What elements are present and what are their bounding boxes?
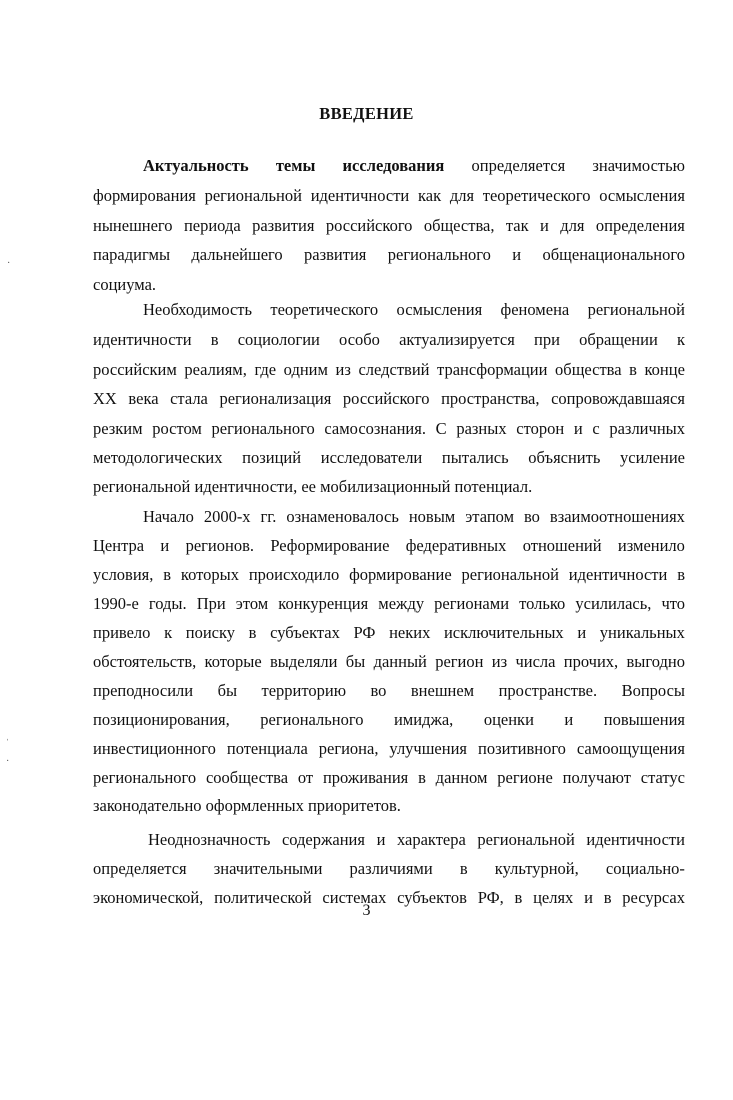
- word: объяснить: [528, 448, 601, 467]
- word: как: [417, 186, 442, 205]
- text-line: [93, 419, 685, 441]
- word: регионов.: [185, 536, 254, 555]
- word: регионами: [434, 594, 510, 613]
- word: в: [418, 768, 426, 787]
- word: Вопросы: [621, 681, 685, 700]
- word: в: [248, 623, 257, 642]
- word: идентичности: [310, 186, 410, 205]
- word: конце: [644, 360, 685, 379]
- word: регионализация: [219, 389, 332, 408]
- word: потенциала: [226, 739, 308, 758]
- word: феномена: [500, 300, 570, 319]
- word: условия,: [93, 565, 154, 584]
- word: территорию: [261, 681, 347, 700]
- word: значительными: [213, 859, 323, 878]
- text-line: региональной идентичности, ее мобилизационный потенциал.: [93, 477, 533, 496]
- bold-word: темы: [275, 156, 316, 175]
- word: конкуренция: [278, 594, 369, 613]
- text-line: [93, 448, 685, 470]
- text-line: [143, 507, 685, 529]
- word: обстоятельств,: [93, 652, 197, 671]
- text-line: [143, 300, 685, 322]
- word: резким: [93, 419, 143, 438]
- word: Необходимость: [143, 300, 253, 319]
- word: федеративных: [405, 536, 507, 555]
- word: субъектах: [270, 623, 340, 642]
- word: регионе: [497, 768, 553, 787]
- word: из: [491, 652, 508, 671]
- word: общества: [555, 360, 622, 379]
- word: годы.: [148, 594, 187, 613]
- text-line: [93, 768, 685, 790]
- word: и: [584, 888, 593, 907]
- word: Центра: [93, 536, 145, 555]
- word: выгодно: [626, 652, 685, 671]
- word: получают: [562, 768, 631, 787]
- word: Реформирование: [270, 536, 390, 555]
- text-line: [93, 652, 685, 674]
- word: при: [533, 330, 560, 349]
- word: века: [128, 389, 159, 408]
- text-line: [93, 594, 685, 616]
- word: трансформации: [437, 360, 548, 379]
- bold-word: Актуальность: [143, 156, 249, 175]
- word: во: [524, 507, 540, 526]
- word: сопровождавшаяся: [551, 389, 685, 408]
- word: парадигмы: [93, 245, 171, 264]
- text-line: [93, 330, 685, 352]
- word: региональной: [461, 565, 559, 584]
- word: для: [560, 216, 585, 235]
- word: самоощущения: [576, 739, 685, 758]
- word: с: [592, 419, 600, 438]
- word: и: [376, 830, 386, 849]
- word: теоретического: [482, 186, 591, 205]
- word: этапом: [465, 507, 515, 526]
- word: российским: [93, 360, 177, 379]
- word: в: [603, 888, 612, 907]
- word: определения: [595, 216, 685, 235]
- word: между: [378, 594, 425, 613]
- word: улучшения: [389, 739, 468, 758]
- word: в: [210, 330, 219, 349]
- word: сообщества: [205, 768, 289, 787]
- word: уникальных: [599, 623, 685, 642]
- word: культурной,: [494, 859, 579, 878]
- word: дальнейшего: [191, 245, 283, 264]
- word: в: [459, 859, 468, 878]
- word: гг.: [260, 507, 277, 526]
- word: позиционирования,: [93, 710, 230, 729]
- word: в: [514, 888, 523, 907]
- word: стала: [170, 389, 208, 408]
- word: позитивного: [477, 739, 566, 758]
- word: сторон: [516, 419, 565, 438]
- text-line: [148, 830, 685, 852]
- word: этом: [235, 594, 269, 613]
- word: поиску: [185, 623, 236, 642]
- word: пространства,: [441, 389, 540, 408]
- word: от: [297, 768, 314, 787]
- word: в: [163, 565, 172, 584]
- word: данном: [435, 768, 488, 787]
- word: отношений: [522, 536, 602, 555]
- word: неких: [389, 623, 431, 642]
- word: регионального: [93, 768, 197, 787]
- word: пытались: [441, 448, 509, 467]
- word: внешнем: [410, 681, 475, 700]
- word: теоретического: [270, 300, 379, 319]
- word: идентичности: [93, 330, 192, 349]
- word: так: [505, 216, 529, 235]
- text-line: [143, 156, 685, 178]
- word: исключительных: [443, 623, 564, 642]
- word: общенационального: [542, 245, 685, 264]
- word: которых: [180, 565, 239, 584]
- word: XX: [93, 389, 117, 408]
- word: 2000-х: [203, 507, 251, 526]
- text-line: социума.: [93, 275, 157, 294]
- word: и: [160, 536, 170, 555]
- word: разных: [456, 419, 507, 438]
- page-title: ВВЕДЕНИЕ: [319, 104, 414, 123]
- word: оценки: [483, 710, 534, 729]
- word: региональной: [204, 186, 302, 205]
- text-line: [93, 186, 685, 208]
- word: целях: [533, 888, 574, 907]
- word: осмысления: [599, 186, 685, 205]
- word: только: [519, 594, 566, 613]
- word: российского: [342, 389, 430, 408]
- word: привело: [93, 623, 151, 642]
- text-line: [93, 859, 685, 881]
- word: числа: [515, 652, 556, 671]
- word: бы: [217, 681, 238, 700]
- word: содержания: [281, 830, 365, 849]
- word: экономической,: [93, 888, 204, 907]
- text-line: законодательно оформленных приоритетов.: [93, 796, 401, 815]
- word: которые: [204, 652, 262, 671]
- word: происходило: [248, 565, 340, 584]
- word: реалиям,: [184, 360, 247, 379]
- word: ростом: [152, 419, 202, 438]
- word: данный: [373, 652, 427, 671]
- word: региона,: [318, 739, 379, 758]
- word: и: [577, 623, 587, 642]
- word: актуализируется: [399, 330, 515, 349]
- word: в: [677, 565, 685, 584]
- word: значимостью: [592, 156, 685, 175]
- word: регион: [435, 652, 484, 671]
- word: исследователи: [320, 448, 423, 467]
- word: методологических: [93, 448, 223, 467]
- text-line: [93, 536, 685, 558]
- word: социологии: [237, 330, 320, 349]
- word: нынешнего: [93, 216, 173, 235]
- word: регионального: [260, 710, 364, 729]
- text-line: [93, 623, 685, 645]
- text-line: [93, 245, 685, 267]
- word: ресурсах: [622, 888, 685, 907]
- word: субъектов: [397, 888, 467, 907]
- text-line: [93, 389, 685, 411]
- word: Неоднозначность: [148, 830, 271, 849]
- scan-speck: ·: [6, 756, 10, 767]
- text-line: [93, 710, 685, 732]
- word: регионального: [387, 245, 491, 264]
- word: изменило: [617, 536, 685, 555]
- word: и: [512, 245, 522, 264]
- word: Начало: [143, 507, 194, 526]
- word: что: [661, 594, 685, 613]
- word: обращении: [579, 330, 658, 349]
- word: 1990-е: [93, 594, 139, 613]
- word: проживания: [322, 768, 409, 787]
- text-line: [93, 216, 685, 238]
- word: повышения: [603, 710, 685, 729]
- word: периода: [183, 216, 241, 235]
- word: региональной: [477, 830, 575, 849]
- word: инвестиционного: [93, 739, 216, 758]
- word: во: [370, 681, 387, 700]
- word: региональной: [587, 300, 685, 319]
- word: новым: [408, 507, 456, 526]
- word: пространстве.: [498, 681, 598, 700]
- scan-speck: ˌ: [6, 730, 10, 741]
- word: формирования: [93, 186, 196, 205]
- word: в: [629, 360, 637, 379]
- bold-word: исследования: [342, 156, 445, 175]
- word: определяется: [93, 859, 187, 878]
- word: При: [196, 594, 226, 613]
- word: усиление: [620, 448, 685, 467]
- word: выделяли: [269, 652, 338, 671]
- page-number: 3: [362, 902, 371, 919]
- text-line: [93, 681, 685, 703]
- word: РФ,: [477, 888, 504, 907]
- text-line: [93, 360, 685, 382]
- word: преподносили: [93, 681, 194, 700]
- word: общества,: [423, 216, 495, 235]
- word: где: [254, 360, 277, 379]
- word: усилилась,: [575, 594, 652, 613]
- word: прочих,: [563, 652, 619, 671]
- word: осмысления: [396, 300, 483, 319]
- word: бы: [345, 652, 366, 671]
- word: и: [573, 419, 583, 438]
- word: системах: [322, 888, 387, 907]
- word: различных: [609, 419, 685, 438]
- word: к: [164, 623, 173, 642]
- word: идентичности: [568, 565, 668, 584]
- word: социально-: [605, 859, 685, 878]
- word: формирование: [349, 565, 452, 584]
- text-line: [93, 739, 685, 761]
- word: позиций: [242, 448, 302, 467]
- word: имиджа,: [393, 710, 454, 729]
- word: С: [435, 419, 447, 438]
- word: взаимоотношениях: [549, 507, 685, 526]
- word: самосознания.: [324, 419, 426, 438]
- word: для: [449, 186, 475, 205]
- word: развития: [252, 216, 315, 235]
- word: регионального: [211, 419, 315, 438]
- word: различиями: [349, 859, 433, 878]
- word: российского: [325, 216, 413, 235]
- word: следствий: [358, 360, 430, 379]
- scan-speck: ·: [7, 258, 11, 269]
- word: к: [676, 330, 685, 349]
- word: характера: [396, 830, 466, 849]
- word: определяется: [471, 156, 566, 175]
- word: из: [335, 360, 351, 379]
- word: и: [564, 710, 574, 729]
- word: и: [540, 216, 549, 235]
- word: статус: [640, 768, 685, 787]
- word: ознаменовалось: [286, 507, 399, 526]
- word: развития: [304, 245, 367, 264]
- text-line: [93, 565, 685, 587]
- word: одним: [283, 360, 328, 379]
- word: политической: [214, 888, 312, 907]
- word: идентичности: [586, 830, 685, 849]
- word: РФ: [353, 623, 376, 642]
- word: особо: [339, 330, 380, 349]
